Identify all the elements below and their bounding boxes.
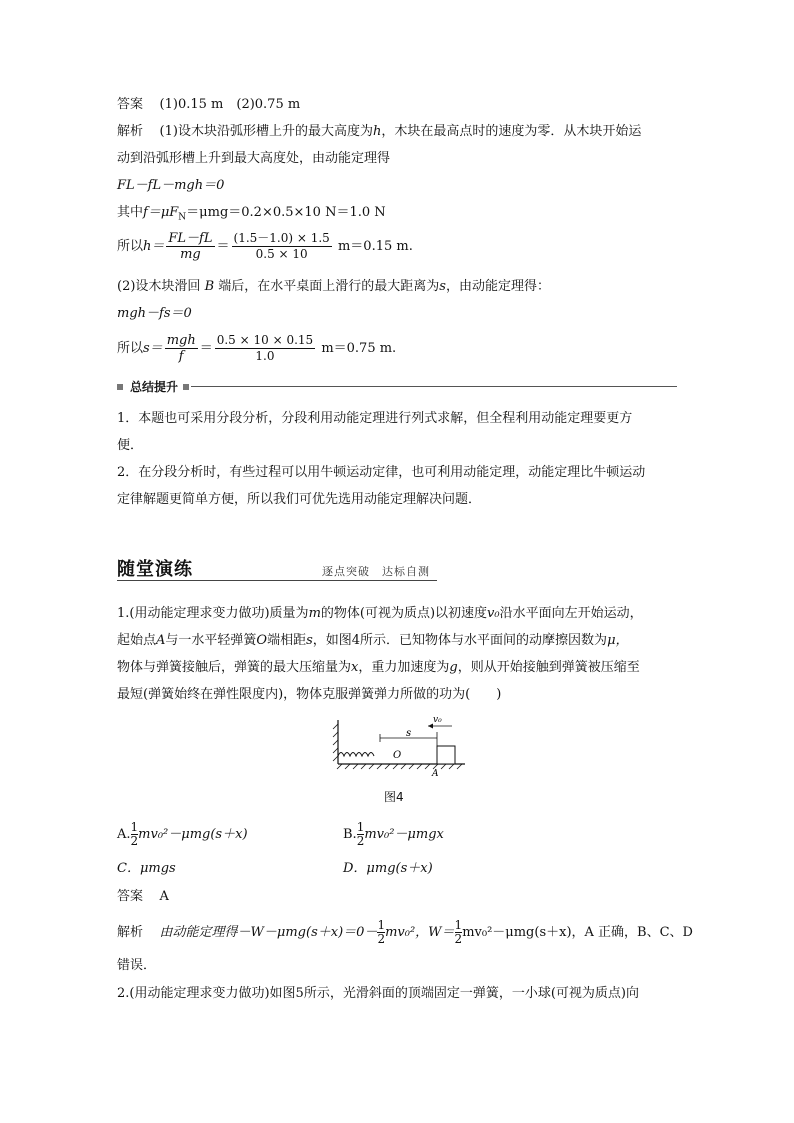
var-s: s: [439, 279, 446, 294]
equation-text: ＝μmg＝0.2×0.5×10 N＝1.0 N: [186, 205, 386, 220]
answer-label: 答案: [117, 889, 144, 904]
question-text: 物体与弹簧接触后，弹簧的最大压缩量为: [117, 660, 352, 675]
question-1-line-1: [117, 605, 643, 623]
fraction-numerator: FL－fL: [168, 231, 213, 246]
var-mu: μ，: [607, 633, 629, 648]
spring-block-diagram: [330, 712, 470, 777]
question-text: 1.(用动能定理求变力做功)质量为: [117, 606, 309, 621]
equation-4: [117, 305, 192, 323]
option-D: [343, 860, 433, 878]
equation-3: 所以h＝ $\frac{FL-fL}{mg}$ ＝ $\frac{(1.5-1.0) \times 1.5}{0.5 \times 10}$ m＝0.15 m.: [117, 231, 413, 262]
equation-text: f＝μF: [143, 205, 179, 220]
option-text: mv₀²－μmgx: [364, 827, 444, 842]
spring: [338, 753, 374, 757]
analysis-label: 解析: [117, 124, 144, 139]
var-v0: v₀: [487, 606, 500, 621]
answer-value: (1)0.15 m (2)0.75 m: [159, 97, 301, 112]
equation-text: m＝0.75 m.: [321, 341, 397, 356]
option-label: B.: [343, 827, 357, 842]
equation-2: [117, 204, 386, 227]
analysis-line-2: [117, 150, 390, 168]
fraction-numerator: 1: [356, 820, 365, 834]
fraction-numerator: mgh: [166, 333, 196, 348]
fraction-denominator: 2: [356, 834, 365, 848]
equation-text: m＝0.15 m.: [337, 239, 413, 254]
var-g: g: [449, 660, 458, 675]
figure-4: [330, 712, 470, 781]
question-text: ，则从开始接触到弹簧被压缩至: [457, 660, 640, 675]
square-bullet-icon: [183, 384, 189, 390]
question-text: 沿水平面向左开始运动，: [499, 606, 643, 621]
option-A: [117, 820, 248, 850]
label-A: A: [432, 769, 439, 777]
fraction-denominator: 2: [130, 834, 139, 848]
divider: [191, 386, 677, 387]
option-text: mv₀²－μmg(s＋x): [138, 827, 248, 842]
summary-item-2-cont: [117, 491, 481, 509]
question-text: 2.(用动能定理求变力做功)如图5所示，光滑斜面的顶端固定一弹簧，一小球(可视为质点)向: [117, 986, 639, 1001]
question-1-line-2: [117, 632, 629, 650]
question-text: 起始点: [117, 633, 157, 648]
var-s: s: [306, 633, 313, 648]
summary-text: 1．本题也可采用分段分析，分段利用动能定理进行列式求解，但全程利用动能定理要更方: [117, 411, 633, 426]
fraction-numerator: (1.5－1.0) × 1.5: [233, 231, 330, 245]
section-title: 随堂演练: [117, 559, 193, 580]
question-text: 端相距: [267, 633, 307, 648]
fraction: [165, 333, 198, 364]
var-h: h: [372, 124, 382, 139]
question-text: ，如图4所示．已知物体与水平面间的动摩擦因数为: [312, 633, 608, 648]
answer-label: 答案: [117, 97, 144, 112]
wall-hatch: [333, 724, 338, 761]
answer-value: A: [159, 889, 169, 904]
fraction-numerator: 1: [377, 918, 386, 932]
equation-text: 所以: [117, 239, 144, 254]
equation-text: 所以: [117, 341, 144, 356]
fraction-denominator: 2: [454, 932, 463, 946]
fraction-denominator: f: [178, 349, 184, 364]
option-B: [343, 820, 444, 850]
equation-text: mgh－fs＝0: [117, 306, 192, 321]
analysis-text: ，由动能定理得：: [445, 279, 550, 294]
question-text: ，重力加速度为: [358, 660, 450, 675]
section-subtitle: 逐点突破 达标自测: [322, 565, 430, 578]
label-O: O: [393, 750, 402, 761]
block: [437, 746, 455, 764]
summary-item-2: [117, 464, 645, 482]
equation-text: FL－fL－mgh＝0: [117, 178, 225, 193]
square-bullet-icon: [117, 384, 123, 390]
fraction-denominator: 1.0: [255, 349, 275, 363]
summary-item-1: [117, 410, 632, 428]
fraction-denominator: mg: [180, 247, 201, 262]
divider: [117, 580, 437, 581]
analysis-text: 动到沿弧形槽上升到最大高度处，由动能定理得: [117, 151, 391, 166]
equation-text: h＝: [143, 239, 165, 254]
label-v0: v₀: [433, 715, 442, 725]
option-text: C．μmgs: [117, 861, 176, 876]
floor-hatch: [337, 764, 462, 769]
summary-title: 总结提升: [130, 380, 179, 394]
analysis-label: 解析: [117, 925, 144, 940]
summary-text: 2．在分段分析时，有些过程可以用牛顿运动定律，也可利用动能定理，动能定理比牛顿运动: [117, 465, 646, 480]
fraction-numerator: 1: [130, 820, 139, 834]
fraction-denominator: 0.5 × 10: [255, 247, 308, 261]
question-1-line-3: [117, 659, 640, 677]
analysis-text: mv₀²－μmg(s＋x)，A 正确，B、C、D: [462, 925, 693, 940]
analysis-q1: [117, 918, 693, 948]
fraction-denominator: 2: [377, 932, 386, 946]
fraction-half: [377, 919, 385, 946]
analysis-text: mv₀²，W＝: [385, 925, 455, 940]
question-1-line-4: [117, 686, 501, 704]
summary-text: 定律解题更简单方便，所以我们可优先选用动能定理解决问题．: [117, 492, 482, 507]
subscript: N: [178, 212, 187, 223]
analysis-line-3: [117, 278, 550, 296]
section-header: [117, 555, 437, 585]
summary-header: [117, 378, 677, 396]
answer-line-2: [117, 888, 169, 906]
analysis-text: 由动能定理得－W－μmg(s＋x)＝0－: [159, 925, 378, 940]
var-m: m: [308, 606, 321, 621]
analysis-q1-cont: [117, 957, 156, 975]
figure-caption: 图4: [384, 790, 404, 804]
summary-item-1-cont: [117, 437, 143, 455]
summary-text: 便．: [117, 438, 144, 453]
equation-5: 所以s＝ $\frac{\text{mgh}}{f}$ ＝ $\frac{0.5 \times 10 \times 0.15}{1.0}$ m＝0.75 m.: [117, 333, 397, 364]
analysis-text: ，木块在最高点时的速度为零．从木块开始运: [381, 124, 642, 139]
label-s: s: [406, 728, 412, 739]
question-text: 最短(弹簧始终在弹性限度内)，物体克服弹簧弹力所做的功为( ): [117, 687, 502, 702]
equation-text: s＝: [143, 341, 163, 356]
option-text: D．μmg(s＋x): [343, 861, 433, 876]
answer-line: [117, 96, 300, 114]
fraction-numerator: 0.5 × 10 × 0.15: [216, 333, 314, 347]
question-2-line-1: [117, 985, 639, 1003]
fraction: [232, 231, 332, 262]
analysis-text: (1)设木块沿弧形槽上升的最大高度为: [159, 124, 373, 139]
var-A: A: [156, 633, 166, 648]
analysis-text: 错误．: [117, 958, 157, 973]
analysis-text: (2)设木块滑回: [117, 279, 201, 294]
var-x: x: [351, 660, 359, 675]
equation-1: [117, 177, 224, 195]
equation-text: 其中: [117, 205, 144, 220]
option-C: [117, 860, 176, 878]
fraction: [215, 333, 315, 364]
var-B: B: [204, 279, 215, 294]
fraction: [166, 231, 214, 262]
analysis-line-1: [117, 123, 641, 141]
option-label: A.: [117, 827, 131, 842]
analysis-text: 端后，在水平桌面上滑行的最大距离为: [218, 279, 440, 294]
var-O: O: [256, 633, 268, 648]
question-text: 的物体(可视为质点)以初速度: [320, 606, 488, 621]
fraction-numerator: 1: [454, 918, 463, 932]
question-text: 与一水平轻弹簧: [165, 633, 257, 648]
